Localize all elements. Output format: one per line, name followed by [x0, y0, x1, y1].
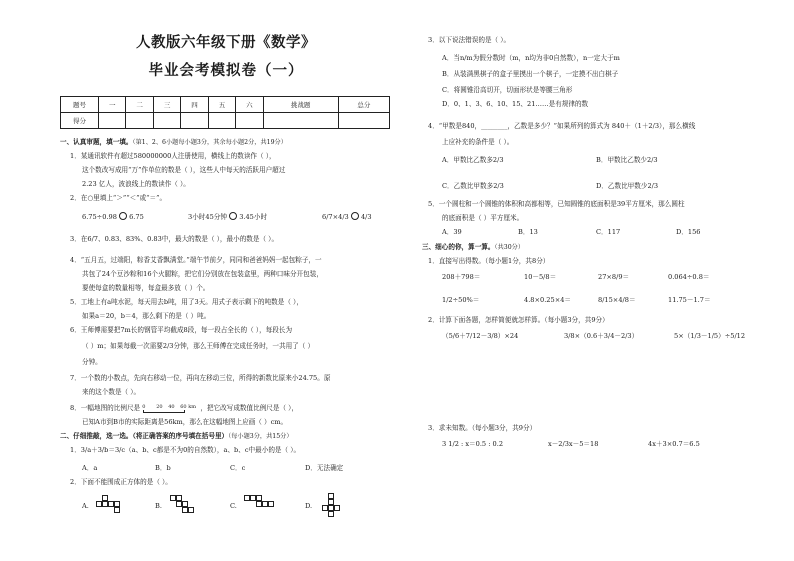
- c1-option-b[interactable]: B．b: [155, 464, 171, 472]
- exam-subtitle: 毕业会考模拟卷（一）: [148, 62, 304, 79]
- section-note: （共30分）: [494, 244, 525, 251]
- score-cell: 二: [126, 97, 153, 113]
- c3-option-c[interactable]: C．将圆锥沿高切开，切面形状是等腰三角形: [442, 86, 573, 94]
- c2-option-d[interactable]: D.: [305, 502, 313, 510]
- q1-line: 2.23 亿人，波浪线上的数读作（ ）。: [82, 180, 190, 188]
- q2-compare-b: 3小时45分钟 3.45小时: [188, 213, 268, 221]
- section-title: 二、仔细推敲，选一选。（将正确答案的序号填在括号里）: [60, 432, 229, 440]
- c5-option-b[interactable]: B．13: [518, 228, 538, 236]
- equation-item: x－2/3x－5＝18: [548, 440, 599, 448]
- score-table-header-row: [61, 97, 390, 113]
- c2-line: 2．下面不能围成正方体的是（ ）。: [70, 478, 172, 486]
- compare-circle[interactable]: [351, 212, 359, 220]
- equation-item: 3 1/2 : x＝0.5 : 0.2: [442, 440, 504, 448]
- score-table-score-row: [61, 113, 390, 129]
- calc-item: 1/2÷50%＝: [442, 296, 480, 304]
- q7-line: 来的这个数是（ ）。: [82, 388, 141, 396]
- expression-item: 3/8×（0.6＋3/4－2/3）: [564, 332, 639, 340]
- score-cell: 六: [236, 97, 263, 113]
- c2-option-a[interactable]: A.: [82, 502, 89, 510]
- score-table: [60, 96, 390, 129]
- c3-option-a[interactable]: A．当n/m为假分数时（m，n均为非0自然数），n一定大于m: [442, 54, 620, 62]
- score-input-cell[interactable]: [99, 113, 126, 129]
- score-input-cell[interactable]: [263, 113, 338, 129]
- q2-compare-a: 6.75÷0.98 6.75: [82, 213, 144, 221]
- section-note: （每小题3分，共15分）: [228, 433, 293, 440]
- score-cell: 四: [181, 97, 208, 113]
- exam-title: 人教版六年级下册《数学》: [136, 34, 316, 51]
- q8-line: 已知A市到B市的实际距离是56km，那么在这幅地图上应画（ ）cm。: [82, 418, 288, 426]
- line-scale-bar: 0 20 40 60 km: [142, 404, 198, 413]
- section-1-heading: [60, 138, 287, 147]
- q2-line: 2．在○里填上“＞”“＜”或“＝”。: [70, 194, 167, 202]
- q6-line: 6．王师傅需要把7m长的钢管平均截成8段，每一段占全长的（ ），每段长为: [70, 326, 293, 334]
- section-2-heading: [60, 432, 293, 441]
- calc-item: 8/15×4/8＝: [598, 296, 636, 304]
- c1-option-d[interactable]: D．无法确定: [305, 464, 344, 472]
- c4-option-a[interactable]: A．甲数比乙数多2/3: [442, 156, 504, 164]
- q4-line: 要使每盒的数量相等，每盒最多放（ ）个。: [82, 284, 210, 292]
- c5-line: 的底面积是（ ）平方厘米。: [442, 214, 524, 222]
- score-input-cell[interactable]: [208, 113, 235, 129]
- q3-line: 3．在6/7、0.83、83%、0.83中，最大的数是（ ），最小的数是（ ）。: [70, 235, 279, 243]
- c3-option-b[interactable]: B．从装满黑棋子的盒子里摸出一个棋子，一定摸不出白棋子: [442, 70, 619, 78]
- c3-line: 3．以下说法错误的是（ ）。: [428, 36, 511, 44]
- calc-item: 4.8×0.25×4＝: [524, 296, 572, 304]
- q1-line: 1．某通讯软件有超过580000000人注册使用，横线上的数读作（ ），: [70, 152, 276, 160]
- expression-item: 5×（1/3－1/5）÷5/12: [674, 332, 746, 340]
- k2-line: 2．计算下面各题，怎样简便就怎样算。（每小题3分，共9分）: [428, 316, 609, 324]
- c5-line: 5．一个圆柱和一个圆锥的体积和高都相等，已知圆锥的底面积是39平方厘米，那么圆柱: [428, 200, 685, 208]
- calc-item: 208＋798＝: [442, 273, 481, 281]
- score-input-cell[interactable]: [126, 113, 153, 129]
- c4-line: 上应补充的条件是（ ）。: [442, 138, 514, 146]
- score-input-cell[interactable]: [338, 113, 389, 129]
- q5-line: 5．工地上有a吨水泥，每天用去b吨，用了3天。用式子表示剩下的吨数是（ ），: [70, 298, 303, 306]
- q4-line: 4．“五月五，过端阳，粽香艾香飘满堂。”端午节前夕，同同和爸爸妈妈一起包粽子，一: [70, 256, 322, 264]
- c5-option-c[interactable]: C．117: [596, 228, 621, 236]
- score-cell: 一: [99, 97, 126, 113]
- q1-line: 这个数改写成用“万”作单位的数是（ ），这些人中每天的活跃用户超过: [82, 166, 286, 174]
- section-note: （第1、2、6小题每小题3分，其余每小题2分，共19分）: [132, 139, 287, 146]
- q4-line: 共包了24个豆沙粽和16个火腿粽，把它们分别放在包装盒里，两种口味分开包装，: [82, 270, 323, 278]
- section-3-heading: [422, 243, 524, 252]
- c4-line: 4．“甲数是840，________，乙数是多少？”如果所列的算式为 840＋（1＋2/3），那么横线: [428, 122, 696, 130]
- c4-option-b[interactable]: B．甲数比乙数少2/3: [596, 156, 658, 164]
- score-input-cell[interactable]: [236, 113, 263, 129]
- score-input-cell[interactable]: [181, 113, 208, 129]
- score-cell: 得分: [61, 113, 99, 129]
- q5-line: 如果a＝20，b＝4，那么剩下的是（ ）吨。: [82, 312, 211, 320]
- k1-line: 1．直接写出得数。（每小题1分，共8分）: [428, 257, 550, 265]
- q2-compare-c: 6/7×4/3 4/3: [322, 213, 372, 221]
- c1-line: 1．3/a＋3/b＝3/c（a、b、c都是不为0的自然数），a、b、c中最小的是（ ）。: [70, 446, 301, 454]
- score-cell: 挑战题: [263, 97, 338, 113]
- calc-item: 10－5/8＝: [524, 273, 557, 281]
- c2-option-c[interactable]: C.: [230, 502, 237, 510]
- section-title: 一、认真审题，填一填。: [60, 138, 133, 146]
- c2-option-b[interactable]: B.: [155, 502, 162, 510]
- calc-item: 0.064÷0.8＝: [668, 273, 710, 281]
- q7-line: 7．一个数的小数点，先向右移动一位，再向左移动三位，所得的新数比原来小24.75。原: [70, 374, 331, 382]
- q8-line: 8．一幅地图的比例尺是 0 20 40 60 km ，把它改写成数值比例尺是（ ），: [70, 404, 299, 412]
- score-cell: 总分: [338, 97, 389, 113]
- q6-line: 分钟。: [82, 358, 102, 366]
- compare-circle[interactable]: [119, 212, 127, 220]
- c4-option-c[interactable]: C．乙数比甲数多2/3: [442, 182, 504, 190]
- c1-option-a[interactable]: A．a: [82, 464, 98, 472]
- score-cell: 五: [208, 97, 235, 113]
- score-cell: 三: [153, 97, 180, 113]
- c3-option-d[interactable]: D．0、1、3、6、10、15、21……是有规律的数: [442, 100, 589, 108]
- compare-circle[interactable]: [229, 212, 237, 220]
- q6-line: （ ）m；如果每截一次需要2/3分钟，那么王师傅在完成任务时，一共用了（ ）: [82, 342, 315, 350]
- section-title: 三、细心的你，算一算。: [422, 243, 495, 251]
- calc-item: 27×8/9＝: [598, 273, 630, 281]
- c5-option-d[interactable]: D．156: [676, 228, 701, 236]
- c5-option-a[interactable]: A．39: [442, 228, 462, 236]
- equation-item: 4x＋3×0.7＝6.5: [648, 440, 700, 448]
- score-cell: 题号: [61, 97, 99, 113]
- c1-option-c[interactable]: C．c: [230, 464, 246, 472]
- calc-item: 11.75－1.7＝: [668, 296, 711, 304]
- score-input-cell[interactable]: [153, 113, 180, 129]
- c4-option-d[interactable]: D．乙数比甲数少2/3: [596, 182, 659, 190]
- expression-item: （5/6＋7/12－3/8）×24: [442, 332, 519, 340]
- k3-line: 3．求未知数。（每小题3分，共9分）: [428, 424, 537, 432]
